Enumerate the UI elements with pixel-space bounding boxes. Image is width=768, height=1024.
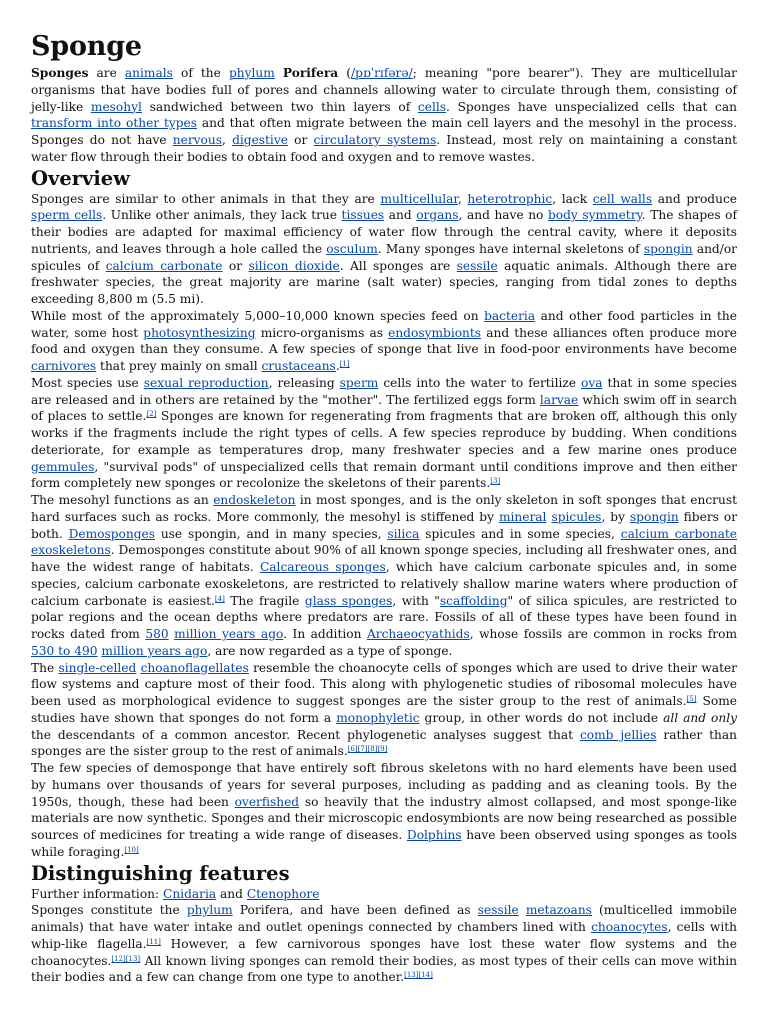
citation-link[interactable]: [13][14]: [404, 971, 433, 980]
further-information-note: Further information: Cnidaria and Ctenophore: [31, 886, 320, 901]
wiki-link[interactable]: circulatory systems: [313, 133, 437, 147]
wiki-link[interactable]: osculum: [326, 241, 378, 256]
wiki-link[interactable]: 580: [145, 627, 169, 641]
wiki-link[interactable]: animals: [124, 66, 173, 80]
citation-link[interactable]: [2]: [146, 410, 157, 419]
wiki-link[interactable]: transform into other types: [31, 116, 198, 131]
wiki-link[interactable]: comb jellies: [579, 727, 657, 742]
wiki-link[interactable]: Ctenophore: [246, 886, 320, 901]
wiki-link[interactable]: mineral: [498, 509, 547, 524]
wiki-link[interactable]: metazoans: [525, 903, 592, 918]
wiki-link[interactable]: spicules: [551, 509, 602, 524]
citation-link[interactable]: [6][7][8][9]: [347, 745, 388, 754]
wiki-link[interactable]: /pɒˈrɪfərə/: [351, 66, 413, 80]
wiki-link[interactable]: sperm cells: [31, 208, 103, 223]
wiki-link[interactable]: overfished: [234, 794, 300, 809]
citation-link[interactable]: [11]: [146, 937, 161, 946]
wiki-link[interactable]: Demosponges: [68, 526, 155, 541]
wiki-link[interactable]: nervous: [172, 133, 222, 147]
wiki-link[interactable]: choanocytes: [591, 920, 668, 934]
wiki-link[interactable]: sperm: [339, 375, 379, 390]
wiki-link[interactable]: monophyletic: [336, 710, 420, 725]
wiki-link[interactable]: million years ago: [101, 643, 208, 658]
citation-ref[interactable]: [215, 595, 225, 603]
wiki-link[interactable]: spongin: [629, 509, 679, 524]
italic-text: all and only: [663, 710, 737, 725]
wiki-link[interactable]: bacteria: [484, 308, 536, 323]
wiki-link[interactable]: glass sponges: [304, 593, 393, 608]
wiki-link[interactable]: tissues: [341, 208, 385, 223]
wiki-link[interactable]: Dolphins: [406, 828, 462, 842]
wiki-link[interactable]: digestive: [232, 133, 288, 147]
wiki-link[interactable]: sessile: [456, 258, 498, 273]
wiki-link[interactable]: silicon dioxide: [248, 258, 340, 273]
citation-ref[interactable]: [348, 745, 388, 753]
wiki-link[interactable]: cells: [417, 99, 447, 114]
citation-ref[interactable]: [687, 695, 697, 703]
wiki-link[interactable]: organs: [416, 208, 459, 223]
citation-ref[interactable]: [404, 971, 433, 979]
wiki-link[interactable]: Archaeocyathids: [366, 627, 470, 641]
wiki-link[interactable]: endosymbionts: [388, 325, 482, 340]
citation-ref[interactable]: [124, 846, 138, 854]
wiki-link[interactable]: million years ago: [174, 627, 284, 641]
citation-link[interactable]: [12][13]: [111, 954, 141, 963]
wiki-link[interactable]: scaffolding: [439, 593, 508, 608]
citation-link[interactable]: [5]: [686, 695, 697, 703]
citation-link[interactable]: [1]: [339, 360, 350, 368]
citation-ref[interactable]: [111, 955, 140, 963]
wiki-link[interactable]: cell walls: [592, 191, 653, 206]
wiki-link[interactable]: carnivores: [31, 359, 97, 373]
wiki-link[interactable]: multicellular: [380, 191, 458, 206]
overview-paragraph: While most of the approximately 5,000–10,000 known species feed on bacteria and other food particles in the water, some host photosynthesizing micro-organisms as endosymbionts and these alliances often produce more food and oxygen than they consume. A few species of sponge that live in food-poor environments have become carnivores that prey mainly on small crustaceans.[1]: [31, 308, 737, 373]
citation-ref[interactable]: [490, 477, 500, 485]
wiki-link[interactable]: Calcareous sponges: [259, 560, 386, 574]
wiki-link[interactable]: 530 to 490: [31, 643, 98, 658]
bold-term: Porifera: [282, 66, 339, 80]
distinguishing-paragraph: Sponges constitute the phylum Porifera, and have been defined as sessile metazoans (multicelled immobile animals) that have water intake and outlet openings connected by chambers lined with choanocytes, cells with whip-like flagella.[11] However, a few carnivorous sponges have lost these water flow systems and the choanocytes.[12][13] All known living sponges can remold their bodies, as most types of their cells can move within their bodies and a few can change from one type to another.[13][14]: [31, 903, 738, 985]
wiki-link[interactable]: single-celled: [58, 660, 137, 675]
wiki-link[interactable]: sexual reproduction: [143, 375, 269, 390]
wiki-link[interactable]: phylum: [186, 903, 233, 918]
wiki-link[interactable]: ova: [581, 375, 603, 390]
wiki-link[interactable]: crustaceans: [261, 359, 336, 373]
wiki-link[interactable]: mesohyl: [90, 99, 142, 114]
section-heading-overview: Overview: [31, 166, 130, 190]
overview-paragraph: The mesohyl functions as an endoskeleton in most sponges, and is the only skeleton in soft sponges that encrust hard surfaces such as rocks. More commonly, the mesohyl is stiffened by mineral spicules, by spongin fibers or both. Demosponges use spongin, and in many species, silica spicules and in some species, calcium carbonate exoskeletons. Demosponges constitute about 90% of all known sponge species, including all freshwater ones, and have the widest range of habitats. Calcareous sponges, which have calcium carbonate spicules and, in some species, calcium carbonate exoskeletons, are restricted to relatively shallow marine waters where production of calcium carbonate is easiest.[4] The fragile glass sponges, with "scaffolding" of silica spicules, are restricted to polar regions and the ocean depths where predators are rare. Fossils of all of these types have been found in rocks dated from 580 million years ago. In addition Archaeocyathids, whose fossils are common in rocks from 530 to 490 million years ago, are now regarded as a type of sponge.: [31, 493, 738, 658]
wiki-link[interactable]: calcium carbonate: [105, 258, 223, 273]
wiki-link[interactable]: choanoflagellates: [140, 660, 249, 675]
overview-paragraph: The single-celled choanoflagellates resemble the choanocyte cells of sponges which are used to drive their water flow systems and capture most of their food. This along with phylogenetic studies of ribosomal molecules have been used as morphological evidence to suggest sponges are the sister group to the rest of animals.[5] Some studies have shown that sponges do not form a monophyletic group, in other words do not include all and only the descendants of a common ancestor. Recent phylogenetic analyses suggest that comb jellies rather than sponges are the sister group to the rest of animals.[6][7][8][9]: [31, 660, 738, 759]
wiki-link[interactable]: heterotrophic: [467, 191, 553, 206]
wiki-link[interactable]: spongin: [643, 241, 693, 256]
wiki-link[interactable]: larvae: [539, 392, 579, 407]
section-heading-distinguishing-features: Distinguishing features: [31, 861, 290, 885]
bold-term: Sponges: [31, 66, 89, 80]
overview-paragraph: Most species use sexual reproduction, releasing sperm cells into the water to fertilize ova that in some species are released and in others are retained by the "mother". The fertilized eggs form larvae which swim off in search of places to settle.[2] Sponges are known for regenerating from fragments that are broken off, although this only works if the fragments include the right types of cells. A few species reproduce by budding. When conditions deteriorate, for example as temperatures drop, many freshwater species and a few marine ones produce gemmules, "survival pods" of unspecialized cells that remain dormant until conditions improve and then either form completely new sponges or recolonize the skeletons of their parents.[3]: [31, 375, 737, 491]
wiki-link[interactable]: gemmules: [31, 459, 95, 474]
citation-link[interactable]: [3]: [490, 477, 501, 486]
wiki-link[interactable]: phylum: [228, 66, 275, 80]
citation-link[interactable]: [4]: [214, 594, 225, 603]
intro-paragraph: Sponges are animals of the phylum Porifera (/pɒˈrɪfərə/; meaning "pore bearer"). They are multicellular organisms that have bodies full of pores and channels allowing water to circulate through them, consisting of jelly-like mesohyl sandwiched between two thin layers of cells. Sponges have unspecialized cells that can transform into other types and that often migrate between the main cell layers and the mesohyl in the process. Sponges do not have nervous, digestive or circulatory systems. Instead, most rely on maintaining a constant water flow through their bodies to obtain food and oxygen and to remove wastes.: [31, 66, 738, 164]
wiki-link[interactable]: silica: [387, 526, 420, 541]
page-title: Sponge: [31, 31, 142, 62]
wiki-link[interactable]: calcium carbonate exoskeletons: [31, 526, 737, 558]
wiki-link[interactable]: body symmetry: [547, 208, 642, 223]
wiki-link[interactable]: endoskeleton: [213, 493, 296, 507]
overview-paragraph: Sponges are similar to other animals in that they are multicellular, heterotrophic, lack cell walls and produce sperm cells. Unlike other animals, they lack true tissues and organs, and have no body symmetry. The shapes of their bodies are adapted for maximal efficiency of water flow through the central cavity, where it deposits nutrients, and leaves through a hole called the osculum. Many sponges have internal skeletons of spongin and/or spicules of calcium carbonate or silicon dioxide. All sponges are sessile aquatic animals. Although there are freshwater species, the great majority are marine (salt water) species, ranging from tidal zones to depths exceeding 8,800 m (5.5 mi).: [31, 191, 738, 306]
wiki-link[interactable]: sessile: [477, 903, 519, 918]
wiki-link[interactable]: photosynthesizing: [143, 325, 256, 340]
citation-ref[interactable]: [146, 410, 156, 418]
citation-ref[interactable]: [340, 360, 350, 368]
wiki-link[interactable]: Cnidaria: [163, 886, 217, 901]
citation-link[interactable]: [10]: [124, 845, 139, 854]
citation-ref[interactable]: [147, 938, 161, 946]
overview-paragraph: The few species of demosponge that have entirely soft fibrous skeletons with no hard elements have been used by humans over thousands of years for several purposes, including as padding and as cleaning tools. By the 1950s, though, these had been overfished so heavily that the industry almost collapsed, and most sponge-like materials are now synthetic. Sponges and their microscopic endosymbionts are now being researched as possible sources of medicines for treating a wide range of diseases. Dolphins have been observed using sponges as tools while foraging.[10]: [31, 761, 737, 859]
